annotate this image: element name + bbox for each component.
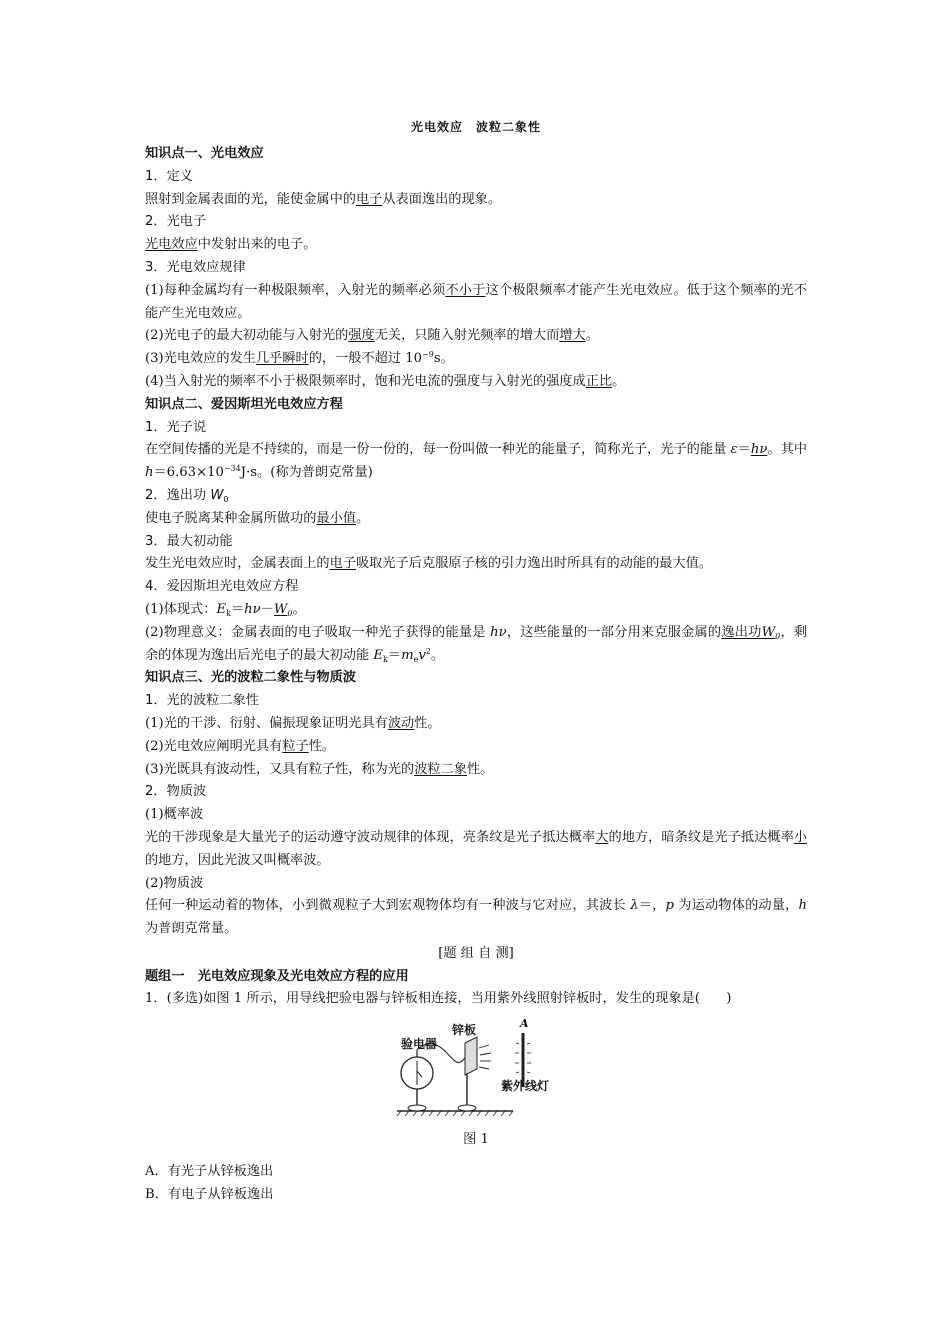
- text: 为运动物体的动量，: [673, 898, 799, 914]
- answer-blank: 粒子: [282, 738, 309, 754]
- subheading-einstein-equation: 4．爱因斯坦光电效应方程: [145, 579, 299, 595]
- section-heading-2: 知识点二、爱因斯坦光电效应方程: [145, 396, 343, 412]
- law-3: [145, 348, 807, 371]
- text: ，这些能量的一部分用来克服金属的: [506, 624, 722, 640]
- text: 的，一般不超过 10: [308, 351, 423, 367]
- symbol: E: [216, 601, 227, 617]
- text: 2．逸出功: [145, 487, 211, 503]
- answer-blank: 小: [793, 829, 808, 845]
- text: ＝，: [638, 898, 666, 914]
- text: 性。: [467, 761, 494, 777]
- wave-particle-3: [145, 759, 807, 782]
- text: 中发射出来的电子。: [197, 237, 317, 253]
- subscript: 0: [775, 631, 781, 641]
- subheading-max-kinetic-energy: 3．最大初动能: [145, 533, 233, 549]
- subscript: k: [383, 654, 388, 664]
- answer-blank: 波动: [387, 715, 415, 731]
- subscript: k: [226, 608, 231, 618]
- text: 。其中: [767, 442, 808, 458]
- answer-blank: 强度: [348, 328, 375, 344]
- text: 任何一种运动着的物体，小到微观粒子大到宏观物体均有一种波与它对应，其波长: [145, 898, 631, 914]
- text: (2)光电效应阐明光具有: [145, 738, 283, 754]
- question-1: 1．(多选)如图 1 所示，用导线把验电器与锌板相连接，当用紫外线照射锌板时，发生的现象是( ): [145, 991, 732, 1007]
- symbol: λ: [630, 898, 639, 914]
- electroscope-diagram: [395, 1015, 565, 1119]
- text: ＝6.63×10: [153, 465, 224, 481]
- text: 为普朗克常量。: [145, 921, 238, 937]
- text: J·s。(称为普朗克常量): [240, 465, 373, 481]
- exponent: −9: [422, 350, 434, 360]
- option-a: A．有光子从锌板逸出: [145, 1164, 274, 1180]
- text: 发生光电效应时，金属表面上的: [145, 556, 330, 572]
- subheading-laws: 3．光电效应规律: [145, 259, 246, 275]
- text: (1)光的干涉、衍射、偏振现象证明光具有: [145, 715, 388, 731]
- symbol: hν: [244, 601, 261, 617]
- answer-blank: 不小于: [445, 282, 486, 298]
- document-title: 光电效应 波粒二象性: [410, 120, 541, 134]
- text: ＝: [387, 647, 402, 663]
- answer-blank: [274, 602, 293, 617]
- exponent: 2: [425, 646, 431, 656]
- text: －: [260, 601, 274, 617]
- symbol: p: [665, 898, 674, 914]
- probability-wave-heading: (1)概率波: [145, 807, 204, 823]
- text: 在空间传播的光是不持续的，而是一份一份的，每一份叫做一种光的能量子，简称光子，光子的能量: [145, 442, 731, 458]
- symbol: m: [401, 647, 414, 663]
- subscript: e: [413, 654, 419, 664]
- answer-blank: 逸出功: [721, 624, 762, 640]
- symbol: v: [418, 647, 426, 663]
- wave-particle-1: [145, 713, 807, 736]
- section-heading-3: 知识点三、光的波粒二象性与物质波: [145, 670, 356, 686]
- answer-blank: 增大: [559, 328, 586, 344]
- text: ，剩余的体现为逸出后光电子的最大初动能: [145, 624, 808, 663]
- subscript: 0: [223, 494, 229, 504]
- symbol: W: [210, 487, 224, 503]
- text: (3)光既具有波动性，又具有粒子性，称为光的: [145, 761, 415, 777]
- law-1: [145, 280, 807, 326]
- matter-wave-heading: (2)物质波: [145, 875, 204, 891]
- text: (1)每种金属均有一种极限频率，入射光的频率必须: [145, 282, 446, 298]
- text: 无关，只随入射光频率的增大而: [374, 328, 560, 344]
- label-zinc-plate: 锌板: [452, 1023, 477, 1038]
- answer-blank: 电子: [329, 556, 356, 572]
- symbol: E: [373, 647, 384, 663]
- text: 性。: [414, 715, 441, 731]
- text: 使电子脱离某种金属所做功的: [145, 510, 317, 526]
- paragraph-max-kinetic-energy: [145, 553, 807, 576]
- answer-blank: 最小值: [316, 510, 356, 526]
- label-electroscope: 验电器: [401, 1037, 438, 1052]
- figure-1: [145, 1011, 807, 1161]
- section-heading-1: 知识点一、光电效应: [145, 146, 264, 161]
- text: 。: [292, 601, 306, 617]
- group-test-heading: [题 组 自 测]: [438, 945, 514, 961]
- text: 的地方，暗条纹是光子抵达概率: [608, 829, 794, 845]
- text: 。: [356, 510, 370, 526]
- text: 吸取光子后克服原子核的引力逸出时所具有的动能的最大值。: [356, 556, 713, 572]
- label-A: A: [520, 1017, 529, 1031]
- subheading-work-function: [145, 485, 807, 508]
- text: (3)光电效应的发生: [145, 351, 256, 367]
- text: (4)当入射光的频率不小于极限频率时，饱和光电流的强度与入射光的强度成: [145, 373, 586, 389]
- symbol: ε: [730, 442, 738, 458]
- exponent: −34: [223, 464, 241, 474]
- law-2: [145, 325, 807, 348]
- paragraph-photoelectron: [145, 234, 807, 257]
- document-page: [145, 118, 807, 1207]
- text: 。: [585, 328, 599, 344]
- answer-blank: 波粒二象: [414, 761, 467, 777]
- equation-expression: [145, 599, 807, 622]
- paragraph-photon: [145, 439, 807, 485]
- text: 照射到金属表面的光，能使金属中的: [145, 191, 356, 207]
- text: (1)体现式：: [145, 601, 217, 617]
- equation-meaning: [145, 622, 807, 668]
- subheading-photoelectron: 2．光电子: [145, 214, 207, 230]
- text: 性。: [308, 738, 336, 754]
- answer-blank: 几乎瞬时: [256, 351, 309, 367]
- wave-particle-2: [145, 736, 807, 759]
- label-uv-lamp: 紫外线灯: [501, 1079, 550, 1094]
- answer-blank: [762, 625, 781, 640]
- text: (2)光电子的最大初动能与入射光的: [145, 328, 349, 344]
- text: 。: [430, 647, 445, 663]
- figure-caption: 图 1: [463, 1132, 489, 1148]
- paragraph-work-function: [145, 508, 807, 531]
- text: ＝: [230, 601, 245, 617]
- text: 。: [612, 373, 626, 389]
- subheading-wave-particle: 1．光的波粒二象性: [145, 693, 259, 709]
- text: (2)物理意义：金属表面的电子吸取一种光子获得的能量是: [145, 624, 491, 640]
- text: 这个极限频率才能产生光电效应。低于这个频率的光不能产生光电效应。: [145, 282, 808, 321]
- option-b: B．有电子从锌板逸出: [145, 1187, 274, 1203]
- text: s。: [433, 351, 454, 367]
- paragraph-definition: [145, 189, 807, 212]
- answer-blank: hν: [750, 442, 768, 458]
- matter-wave-paragraph: [145, 895, 807, 941]
- text: 光的干涉现象是大量光子的运动遵守波动规律的体现，亮条纹是光子抵达概率: [145, 829, 596, 845]
- symbol: h: [145, 465, 154, 481]
- text: 从表面逸出的现象。: [382, 191, 502, 207]
- symbol: W: [761, 624, 776, 640]
- symbol: h: [798, 898, 807, 914]
- subheading-definition: 1．定义: [145, 168, 193, 184]
- text: 的地方，因此光波又叫概率波。: [145, 852, 330, 868]
- symbol: hν: [490, 624, 507, 640]
- text: ＝: [737, 442, 751, 458]
- answer-blank: 大: [595, 829, 609, 845]
- subheading-photon: 1．光子说: [145, 419, 207, 435]
- answer-blank: 正比: [585, 373, 613, 389]
- subscript: 0: [287, 608, 293, 618]
- problem-group-heading: 题组一 光电效应现象及光电效应方程的应用: [145, 968, 409, 984]
- law-4: [145, 371, 807, 394]
- answer-blank: 电子: [356, 191, 383, 207]
- subheading-matter-wave: 2．物质波: [145, 784, 207, 800]
- symbol: W: [273, 601, 288, 617]
- probability-wave-paragraph: [145, 827, 807, 873]
- answer-blank: 光电效应: [145, 237, 198, 253]
